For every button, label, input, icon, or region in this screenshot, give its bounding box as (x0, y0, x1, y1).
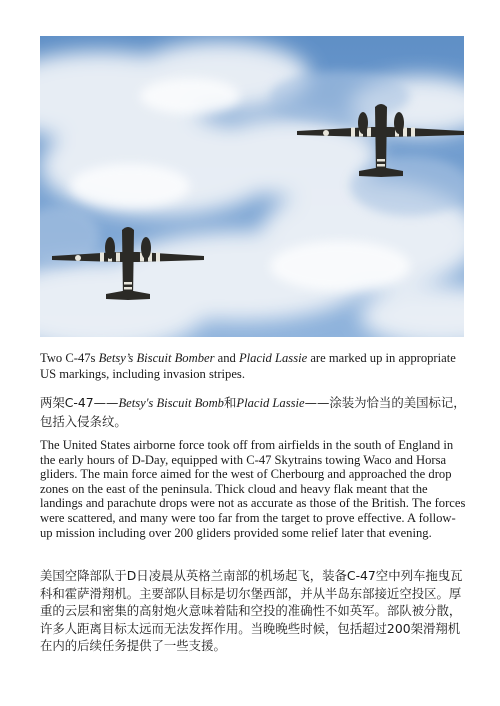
aircraft-name-1-zh: Betsy's Biscuit Bomb (118, 396, 224, 410)
body-paragraph-chinese: 美国空降部队于D日凌晨从英格兰南部的机场起飞，装备C-47空中列车拖曳瓦科和霍萨滑翔机。主要部队目标是切尔堡西部，并从半岛东部接近空投区。厚重的云层和密集的高射炮火意味着陆和空投的准确性不如英军。部队被分散，许多人距离目标太远而无法发挥作用。当晚晚些时候，包括超过200架滑翔机在内的后续任务提供了一些支援。 (40, 568, 463, 654)
caption-zh-connector: 和 (223, 395, 237, 410)
caption-connector: and (214, 351, 239, 365)
aircraft-name-2: Placid Lassie (238, 351, 308, 365)
caption-lead: Two C-47s (40, 351, 99, 365)
aircraft-name-2-zh: Placid Lassie (236, 396, 305, 410)
photo-caption-english (40, 351, 466, 382)
aircraft-photo-graphic (40, 36, 464, 337)
caption-tail: are marked up in appropriate US markings, including invasion stripes. (40, 351, 456, 381)
aircraft-name-1: Betsy’s Biscuit Bomber (98, 351, 215, 365)
caption-zh-lead: 两架C-47—— (40, 395, 119, 410)
photo-caption-chinese (40, 394, 466, 430)
body-paragraph-english: The United States airborne force took off from airfields in the south of England in the early hours of D-Day, equipped with C-47 Skytrains towing Waco and Horsa gliders. The main force aimed for the west of Cherbourg and approached the drop zones on the east of the peninsula. Thick cloud and heavy flak meant that the landings and parachute drops were not as accurate as those of the British. The forces were scattered, and many were too far from the target to prove effective. A follow-up mission including over 200 gliders provided some relief later that evening. (40, 438, 466, 540)
aircraft-photo (40, 36, 464, 337)
caption-zh-tail: ——涂装为恰当的美国标记，包括入侵条纹。 (40, 395, 466, 429)
